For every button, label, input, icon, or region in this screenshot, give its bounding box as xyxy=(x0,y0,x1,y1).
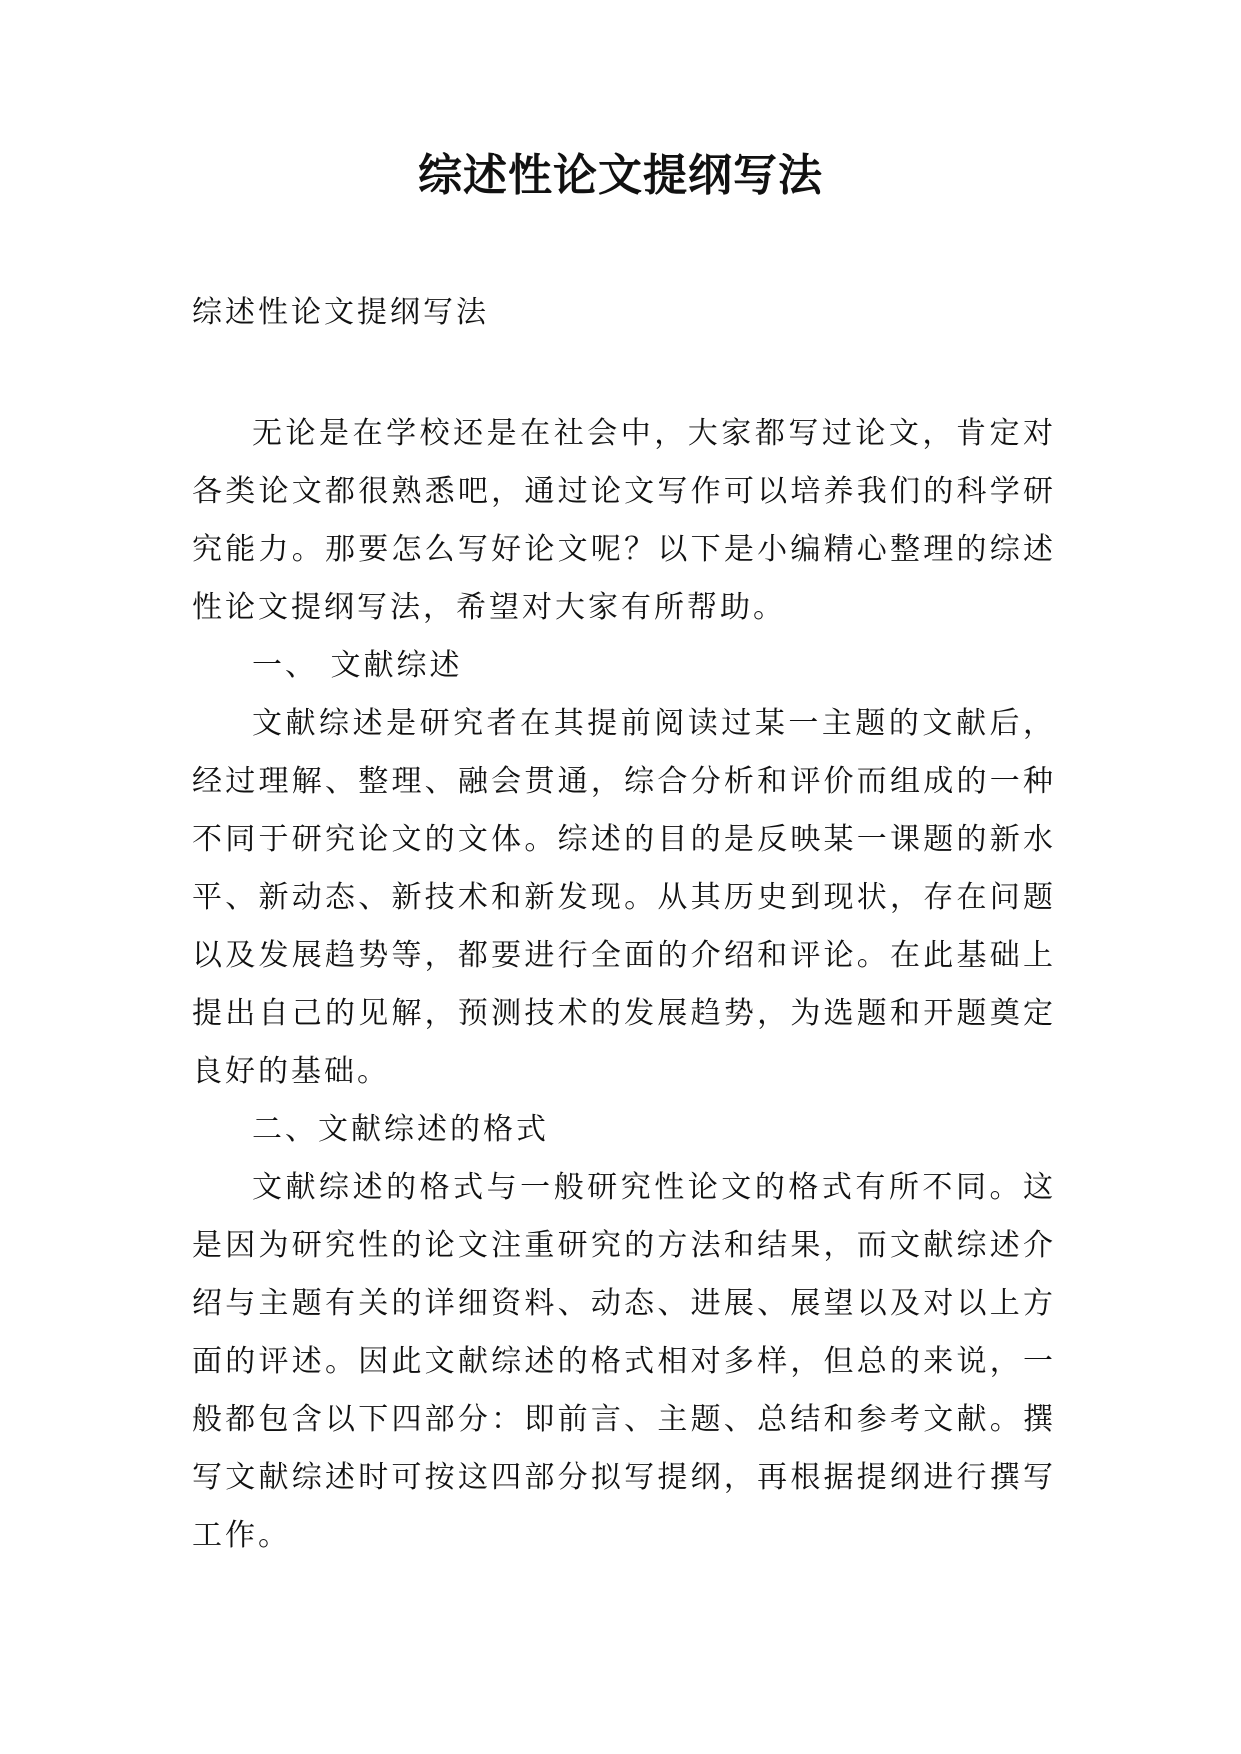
section-1-paragraph: 文献综述是研究者在其提前阅读过某一主题的文献后，经过理解、整理、融会贯通，综合分析和评价而组成的一种不同于研究论文的文体。综述的目的是反映某一课题的新水平、新动态、新技术和新发现。从其历史到现状，存在问题以及发展趋势等，都要进行全面的介绍和评论。在此基础上提出自己的见解，预测技术的发展趋势，为选题和开题奠定良好的基础。 xyxy=(192,706,1056,1089)
intro-paragraph: 无论是在学校还是在社会中，大家都写过论文，肯定对各类论文都很熟悉吧，通过论文写作可以培养我们的科学研究能力。那要怎么写好论文呢？以下是小编精心整理的综述性论文提纲写法，希望对大家有所帮助。 xyxy=(192,416,1056,625)
document-subtitle: 综述性论文提纲写法 xyxy=(192,295,489,330)
section-heading-2: 二、文献综述的格式 xyxy=(252,1112,549,1147)
section-heading-1: 一、 文献综述 xyxy=(252,648,463,683)
section-2-paragraph: 文献综述的格式与一般研究性论文的格式有所不同。这是因为研究性的论文注重研究的方法和结果，而文献综述介绍与主题有关的详细资料、动态、进展、展望以及对以上方面的评述。因此文献综述的格式相对多样，但总的来说，一般都包含以下四部分：即前言、主题、总结和参考文献。撰写文献综述时可按这四部分拟写提纲，再根据提纲进行撰写工作。 xyxy=(192,1170,1056,1553)
document-title: 综述性论文提纲写法 xyxy=(418,150,823,201)
document-body xyxy=(192,405,1056,1565)
